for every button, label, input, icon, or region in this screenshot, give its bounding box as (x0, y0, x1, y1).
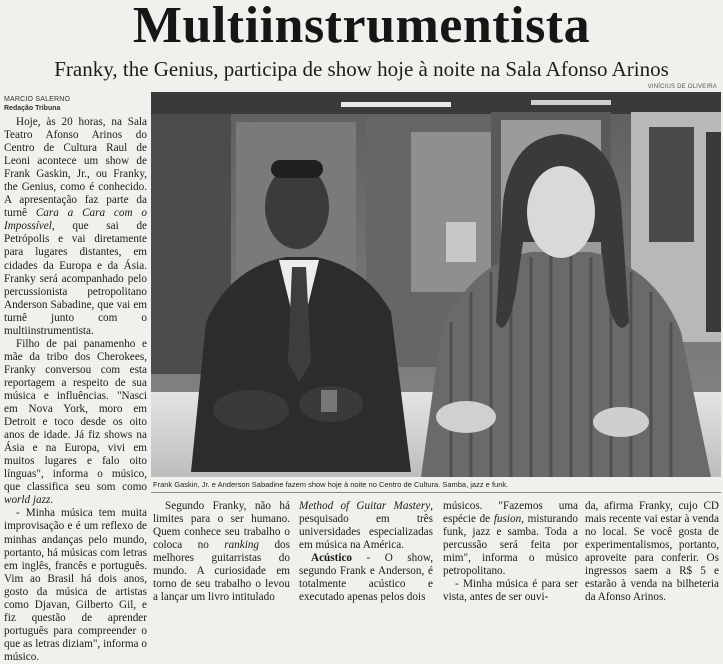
article-column-2 (153, 500, 290, 604)
paragraph: Method of Guitar Mastery, pesquisado em três universidades especializadas em música na América. (299, 500, 433, 552)
paragraph: Acústico - O show, segundo Frank e Anderson, é totalmente acústico e executado apenas pelos dois (299, 552, 433, 604)
article-photo (151, 92, 721, 477)
article-column-1 (4, 116, 147, 663)
article-column-4 (443, 500, 578, 604)
divider (151, 492, 721, 493)
paragraph: - Minha música tem muita improvisação e é um reflexo de minhas andanças pelo mundo, portanto, há músicas com letras em inglês, francês e português. Vim ao Brasil há dois anos, gosto da música de artistas como Djavan, Gilberto Gil, e fiz questão de aprender português para compreender o que as letras diziam", informa o músico. (4, 507, 147, 663)
subhead-acustico: Acústico (311, 552, 353, 565)
paragraph: Hoje, às 20 horas, na Sala Teatro Afonso Arinos do Centro de Cultura Raul de Leoni acontece um show de Frank Gaskin, Jr., ou Franky, the Genius, como é conhecido. A apresentação faz parte da turnê Cara a Cara com o Impossível, que sai de Petrópolis e vai diretamente para lugares distantes, em cidades da Europa e da Ásia. Franky será acompanhado pelo percussionista petropolitano Anderson Sabadine, que vai em turnê junto com o multiinstrumentista. (4, 116, 147, 337)
paragraph: Segundo Franky, não há limites para o ser humano. Quem conhece seu trabalho o coloca no ranking dos melhores guitarristas do mundo. A curiosidade em torno de seu trabalho o levou a lançar um livro intitulado (153, 500, 290, 604)
photo-credit: VINÍCIUS DE OLIVEIRA (647, 84, 717, 90)
headline: Multiinstrumentista (132, 0, 591, 54)
article-column-5 (585, 500, 719, 604)
paragraph: Filho de pai panamenho e mãe da tribo dos Cherokees, Franky conversou com esta reportagem a respeito de sua música e influências. "Nasci em Nova York, moro em Detroit e toco desde os oito anos de idade. Já fiz shows na Ásia e na Europa, vivi em muitos lugares e falo oito línguas", informa o músico, que classifica seu som como world jazz. (4, 337, 147, 507)
paragraph: - Minha música é para ser vista, antes de ser ouvi- (443, 578, 578, 604)
article-column-3 (299, 500, 433, 604)
paragraph: músicos. "Fazemos uma espécie de fusion, misturando funk, jazz e samba. Toda a percussão será feita por mim", informa o músico petropolitano. (443, 500, 578, 578)
photo-illustration (151, 92, 721, 477)
subheadline: Franky, the Genius, participa de show hoje à noite na Sala Afonso Arinos (54, 57, 669, 81)
photo-caption: Frank Gaskin, Jr. e Anderson Sabadine fazem show hoje à noite no Centro de Cultura. Samba, jazz e funk. (153, 480, 509, 489)
paragraph: da, afirma Franky, cujo CD mais recente vai estar à venda no local. Se você gosta de experimentalismos, portanto, aproveite para conferir. Os ingressos saem a R$ 5 e estarão à venda na bilheteria da Afonso Arinos. (585, 500, 719, 604)
byline-org: Redação Tribuna (4, 105, 61, 112)
byline-name: MARCIO SALERNO (4, 96, 71, 103)
